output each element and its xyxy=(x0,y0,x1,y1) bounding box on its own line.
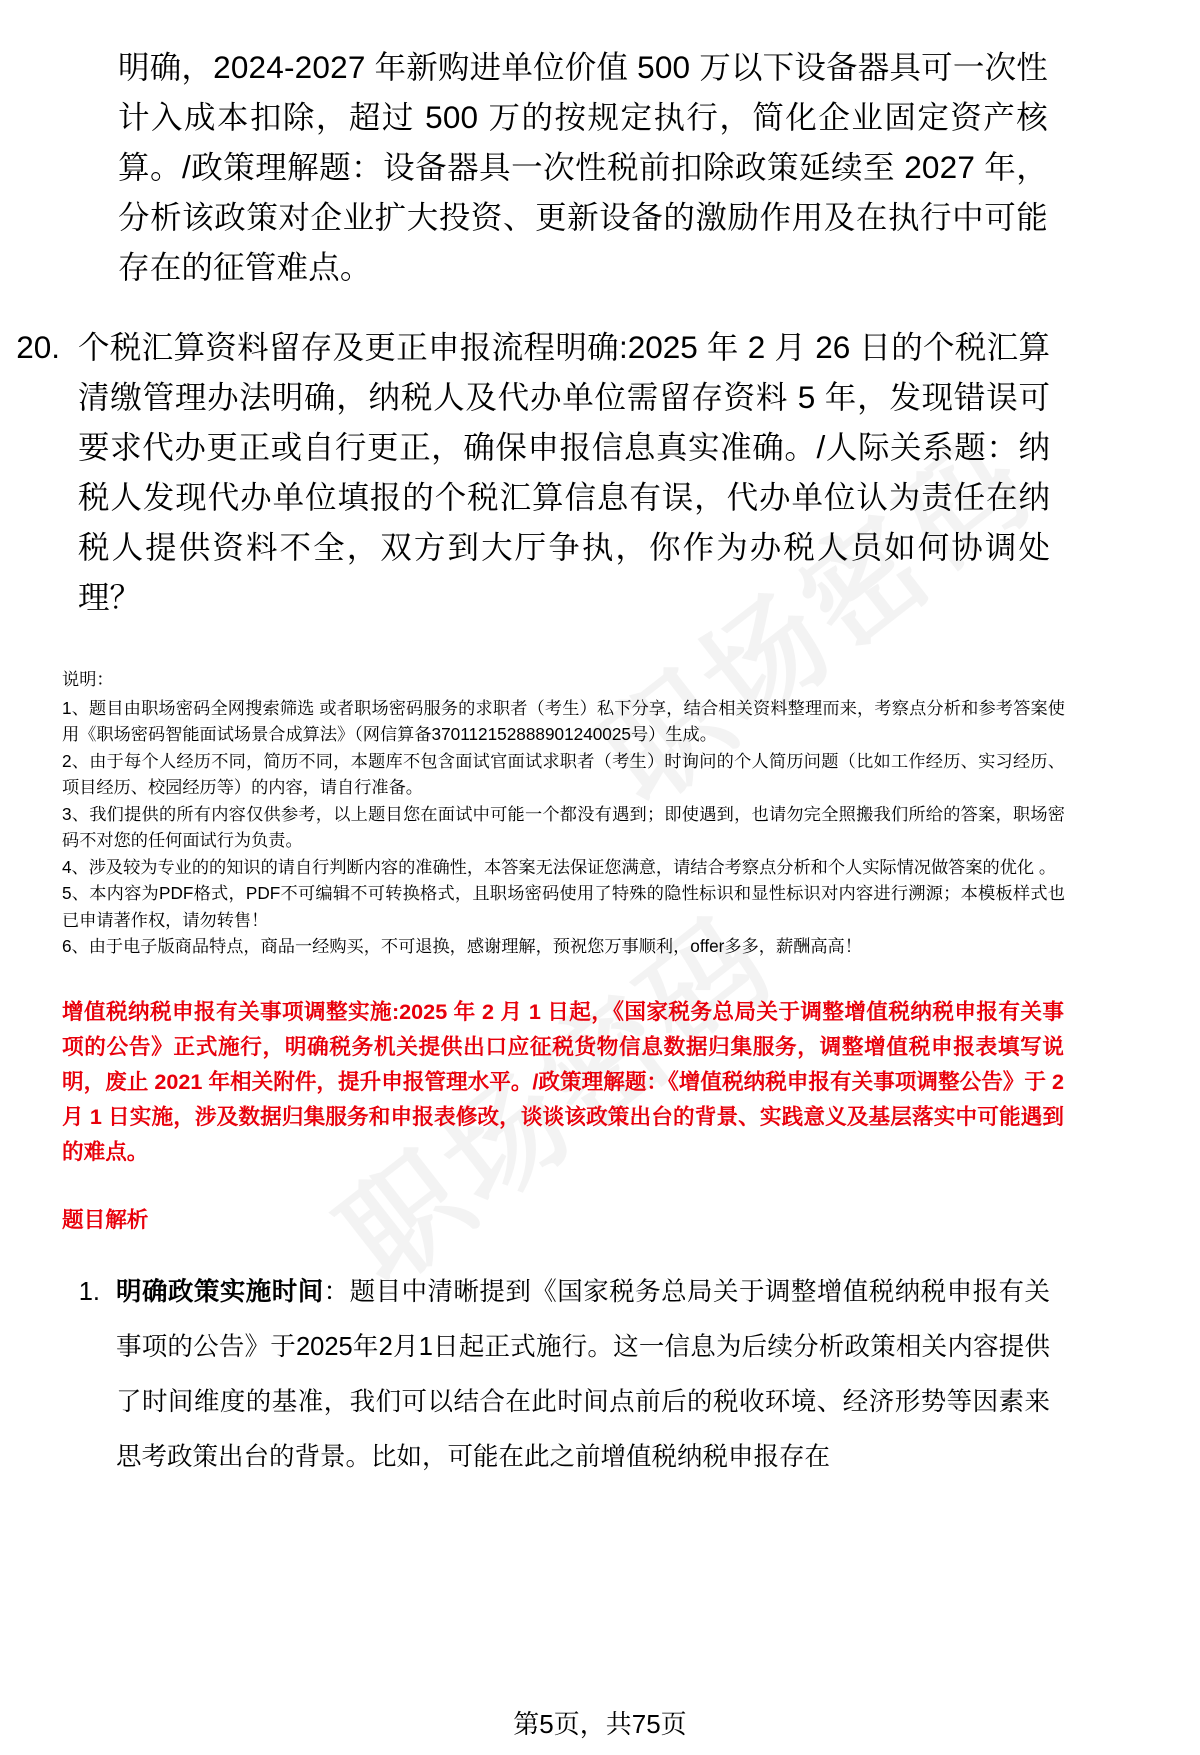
note-item-5: 5、本内容为PDF格式，PDF不可编辑不可转换格式，且职场密码使用了特殊的隐性标识和显性标识对内容进行溯源；本模板样式也已申请著作权，请勿转售！ xyxy=(62,883,1065,930)
disclaimer-notes xyxy=(0,666,1200,960)
analysis-list xyxy=(0,1265,1200,1485)
highlighted-question: 增值税纳税申报有关事项调整实施:2025 年 2 月 1 日起，《国家税务总局关于调整增值税纳税申报有关事项的公告》正式施行，明确税务机关提供出口应征税货物信息数据归集服务，调整增值税申报表填写说明，废止 2021 年相关附件，提升申报管理水平。/政策理解题：《增值税纳税申报有关事项调整公告》于 2 月 1 日实施，涉及数据归集服务和申报表修改，谈谈该政策出台的背景、实践意义及基层落实中可能遇到的难点。 xyxy=(62,998,1064,1164)
analysis-item xyxy=(62,1265,1050,1485)
question-number: 20. xyxy=(16,329,60,365)
analysis-item-number: 1. xyxy=(78,1277,100,1306)
question-item-20 xyxy=(0,322,1200,622)
question-text: 个税汇算资料留存及更正申报流程明确:2025 年 2 月 26 日的个税汇算清缴管理办法明确，纳税人及代办单位需留存资料 5 年，发现错误可要求代办更正或自行更正，确保申报信息真实准确。/人际关系题：纳税人发现代办单位填报的个税汇算信息有误，代办单位认为责任在纳税人提供资料不全，双方到大厅争执，你作为办税人员如何协调处理？ xyxy=(78,329,1050,615)
note-item-3: 3、我们提供的所有内容仅供参考，以上题目您在面试中可能一个都没有遇到；即使遇到，也请勿完全照搬我们所给的答案，职场密码不对您的任何面试行为负责。 xyxy=(62,803,1065,850)
analysis-item-lead: 明确政策实施时间 xyxy=(116,1277,324,1306)
page-footer: 第5页，共75页 xyxy=(513,1709,687,1739)
note-item-1: 1、题目由职场密码全网搜索筛选 或者职场密码服务的求职者（考生）私下分享，结合相关资料整理而来，考察点分析和参考答案使用《职场密码智能面试场景合成算法》（网信算备370112152888901240025号）生成。 xyxy=(62,697,1065,744)
analysis-item-body xyxy=(116,1265,1050,1485)
analysis-item-text: ：题目中清晰提到《国家税务总局关于调整增值税纳税申报有关事项的公告》于2025年2月1日起正式施行。这一信息为后续分析政策相关内容提供了时间维度的基准，我们可以结合在此时间点前后的税收环境、经济形势等因素来思考政策出台的背景。比如，可能在此之前增值税纳税申报存在 xyxy=(116,1277,1050,1471)
note-item-4: 4、涉及较为专业的的知识的请自行判断内容的准确性，本答案无法保证您满意，请结合考察点分析和个人实际情况做答案的优化 。 xyxy=(62,856,1057,877)
note-item-6: 6、由于电子版商品特点，商品一经购买，不可退换，感谢理解，预祝您万事顺利，offer多多，薪酬高高！ xyxy=(62,936,862,956)
continued-question-paragraph: 明确，2024-2027 年新购进单位价值 500 万以下设备器具可一次性计入成本扣除，超过 500 万的按规定执行，简化企业固定资产核算。/政策理解题：设备器具一次性税前扣除政策延续至 2027 年，分析该政策对企业扩大投资、更新设备的激励作用及在执行中可能存在的征管难点。 xyxy=(118,49,1048,285)
notes-title: 说明： xyxy=(62,669,114,689)
note-item-2: 2、由于每个人经历不同，简历不同，本题库不包含面试官面试求职者（考生）时询问的个人简历问题（比如工作经历、实习经历、项目经历、校园经历等）的内容，请自行准备。 xyxy=(62,750,1065,797)
analysis-section-heading: 题目解析 xyxy=(62,1206,149,1232)
